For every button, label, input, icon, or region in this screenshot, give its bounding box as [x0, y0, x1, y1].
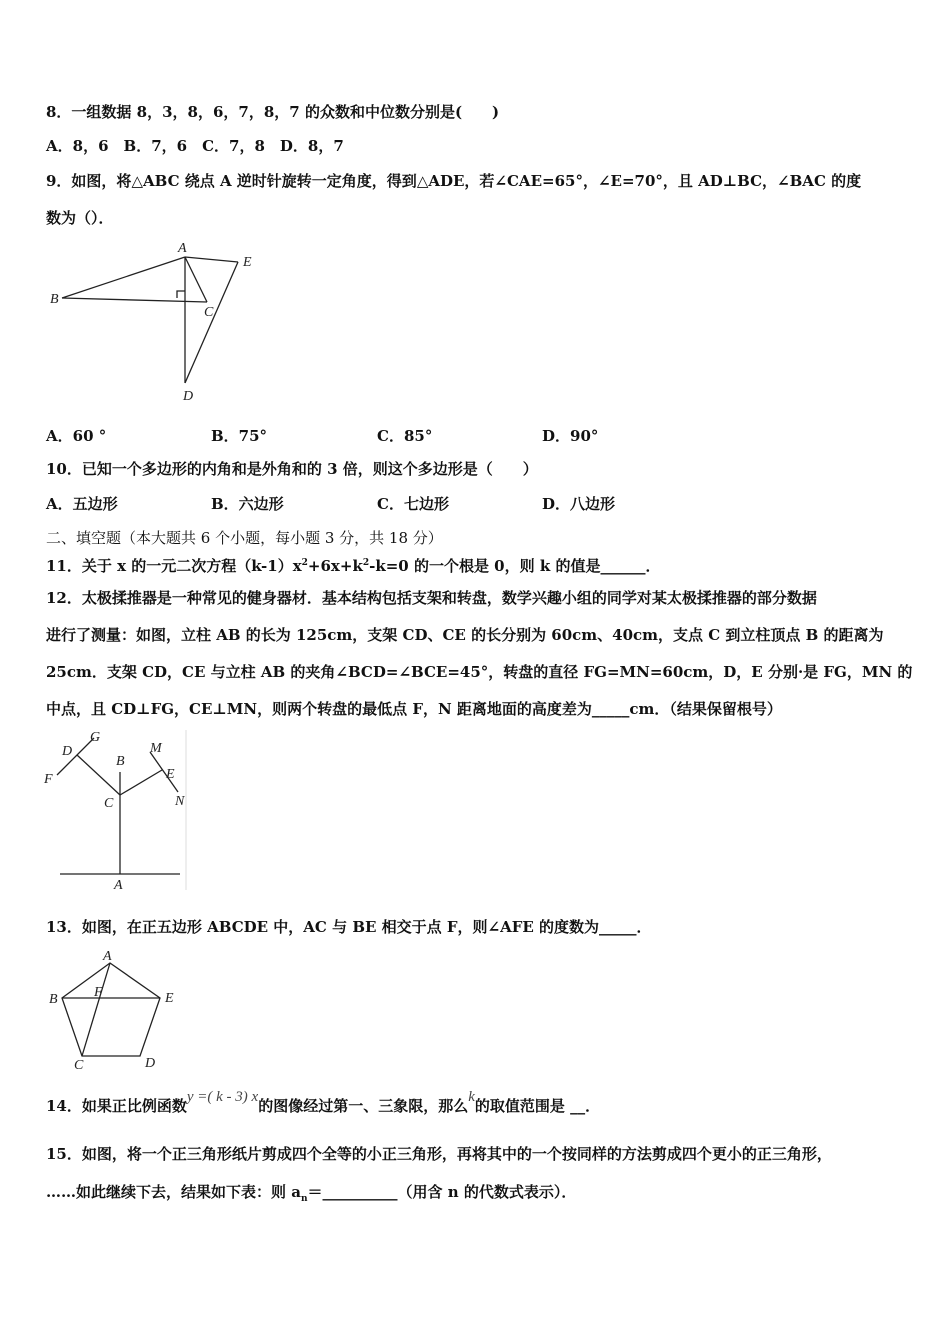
label-A: A: [114, 878, 123, 893]
q10-option-b: B．六边形: [211, 495, 284, 513]
q9-triangle-figure: [40, 235, 270, 410]
label-G: G: [90, 730, 101, 745]
q8-stem: 8．一组数据 8，3，8，6，7，8，7 的众数和中位数分别是( ): [46, 103, 500, 121]
label-A: A: [103, 949, 112, 964]
q9-option-d: D．90°: [542, 427, 599, 445]
q12-line3: 25cm．支架 CD，CE 与立柱 AB 的夹角∠BCD=∠BCE=45°，转盘的直径 FG=MN=60cm，D，E 分别·是 FG，MN 的: [46, 663, 913, 681]
q10-stem: 10．已知一个多边形的内角和是外角和的 3 倍，则这个多边形是（ ）: [46, 460, 538, 478]
label-D: D: [62, 744, 73, 759]
q12-line2: 进行了测量：如图，立柱 AB 的长为 125cm，支架 CD、CE 的长分别为 60cm、40cm，支点 C 到立柱顶点 B 的距离为: [46, 626, 884, 644]
label-C: C: [104, 796, 114, 811]
label-F: F: [44, 772, 53, 787]
label-M: M: [150, 741, 162, 756]
q15-line2-pre: ……如此继续下去，结果如下表：则 a: [46, 1183, 301, 1201]
q15-sub: n: [300, 1194, 308, 1204]
q14-pre: 14．如果正比例函数: [46, 1097, 187, 1115]
q11-mid: +6x+k: [307, 557, 363, 575]
q10-option-d: D．八边形: [542, 495, 616, 513]
q13-pentagon-figure: [40, 945, 190, 1075]
q9-option-a: A．60 °: [46, 427, 107, 445]
label-A: A: [178, 241, 187, 256]
q10-option-a: A．五边形: [46, 495, 118, 513]
q13-stem: 13．如图，在正五边形 ABCDE 中，AC 与 BE 相交于点 F，则∠AFE 的度数为_____．: [46, 918, 652, 936]
q14-formula: y =( k - 3) x: [186, 1089, 259, 1105]
q14-k: k: [468, 1089, 475, 1105]
label-B: B: [50, 292, 59, 307]
q15-line2: [46, 1182, 576, 1209]
q9-stem-line1: 9．如图，将△ABC 绕点 A 逆时针旋转一定角度，得到△ADE，若∠CAE=65°，∠E=70°，且 AD⊥BC，∠BAC 的度: [46, 172, 862, 190]
label-D: D: [183, 389, 194, 404]
q15-line1: 15．如图，将一个正三角形纸片剪成四个全等的小正三角形，再将其中的一个按同样的方法剪成四个更小的正三角形，: [46, 1145, 832, 1163]
q10-option-c: C．七边形: [377, 495, 449, 513]
q11-sup2: 2: [362, 558, 370, 568]
label-C: C: [204, 305, 214, 320]
q11-pre: 11．关于 x 的一元二次方程（k-1）x: [46, 557, 302, 575]
q15-line2-post: ＝__________（用含 n 的代数式表示）．: [307, 1183, 577, 1201]
section-2-heading: 二、填空题（本大题共 6 个小题，每小题 3 分，共 18 分）: [46, 529, 443, 547]
q11-stem: [46, 553, 660, 576]
q14-stem: [46, 1089, 601, 1117]
label-B: B: [116, 754, 125, 769]
q14-post: 的取值范围是 __．: [474, 1097, 601, 1115]
label-C: C: [74, 1058, 84, 1073]
label-E: E: [165, 991, 174, 1006]
q9-option-b: B．75°: [211, 427, 268, 445]
label-D: D: [145, 1056, 156, 1071]
label-F: F: [94, 985, 103, 1000]
q9-stem-line2: 数为（）．: [46, 209, 114, 227]
q12-line4: 中点，且 CD⊥FG，CE⊥MN，则两个转盘的最低点 F，N 距离地面的高度差为_____cm．（结果保留根号）: [46, 700, 782, 718]
label-B: B: [49, 992, 58, 1007]
q14-mid: 的图像经过第一、三象限，那么: [258, 1097, 469, 1115]
q12-line1: 12．太极揉推器是一种常见的健身器材．基本结构包括支架和转盘，数学兴趣小组的同学对某太极揉推器的部分数据: [46, 589, 817, 607]
q11-sup1: 2: [301, 558, 308, 568]
label-E: E: [243, 255, 252, 270]
q9-option-c: C．85°: [377, 427, 433, 445]
q12-taiji-figure: [40, 725, 200, 895]
label-N: N: [175, 794, 185, 809]
label-E: E: [166, 767, 175, 782]
q11-post: -k=0 的一个根是 0，则 k 的值是______．: [369, 557, 661, 575]
q8-options: A．8，6 B．7，6 C．7，8 D．8，7: [46, 137, 344, 155]
